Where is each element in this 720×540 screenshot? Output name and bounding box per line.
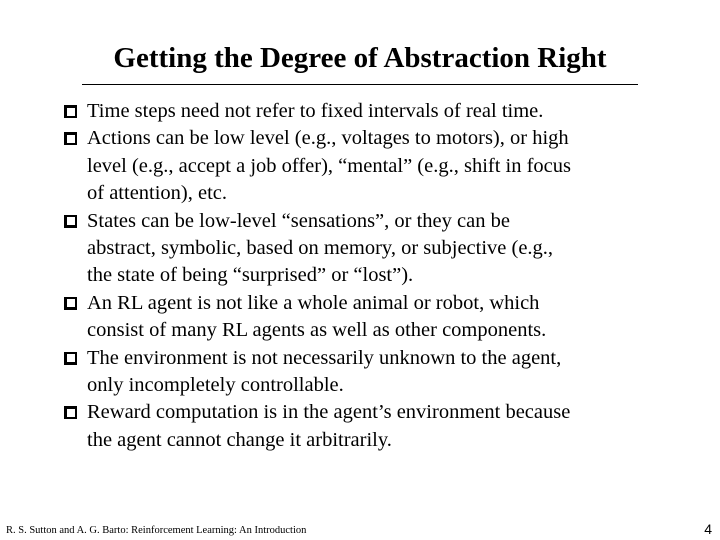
bullet-line: Actions can be low level (e.g., voltages to motors), or high xyxy=(87,127,569,150)
bullet-line: Reward computation is in the agent’s environment because xyxy=(87,401,571,424)
title-underline xyxy=(82,84,638,85)
hollow-square-bullet-icon xyxy=(64,215,77,228)
bullet-line: An RL agent is not like a whole animal or robot, which xyxy=(87,291,540,314)
bullet-line: consist of many RL agents as well as other components. xyxy=(87,319,547,342)
bullet-item xyxy=(64,399,684,454)
bullet-item xyxy=(64,98,684,125)
bullet-line: States can be low-level “sensations”, or they can be xyxy=(87,209,510,232)
bullet-item xyxy=(64,290,684,345)
bullet-line: the agent cannot change it arbitrarily. xyxy=(87,428,392,451)
bullet-item xyxy=(64,345,684,400)
slide-footer: R. S. Sutton and A. G. Barto: Reinforcement Learning: An Introduction xyxy=(6,525,307,536)
bullet-line: Time steps need not refer to fixed intervals of real time. xyxy=(87,100,544,122)
bullet-line: abstract, symbolic, based on memory, or subjective (e.g., xyxy=(87,237,554,260)
hollow-square-bullet-icon xyxy=(64,406,77,419)
hollow-square-bullet-icon xyxy=(64,105,77,118)
bullet-item xyxy=(64,208,684,290)
hollow-square-bullet-icon xyxy=(64,352,77,365)
bullet-line: of attention), etc. xyxy=(87,182,228,205)
page-number: 4 xyxy=(704,521,712,537)
bullet-line: the state of being “surprised” or “lost”). xyxy=(87,264,414,287)
bullet-line: The environment is not necessarily unknown to the agent, xyxy=(87,346,562,369)
hollow-square-bullet-icon xyxy=(64,132,77,145)
hollow-square-bullet-icon xyxy=(64,297,77,310)
bullet-line: only incompletely controllable. xyxy=(87,374,344,397)
bullet-item xyxy=(64,125,684,207)
bullet-line: level (e.g., accept a job offer), “mental” (e.g., shift in focus xyxy=(87,154,572,177)
slide-title: Getting the Degree of Abstraction Right xyxy=(113,42,607,74)
bullet-list xyxy=(64,98,684,454)
